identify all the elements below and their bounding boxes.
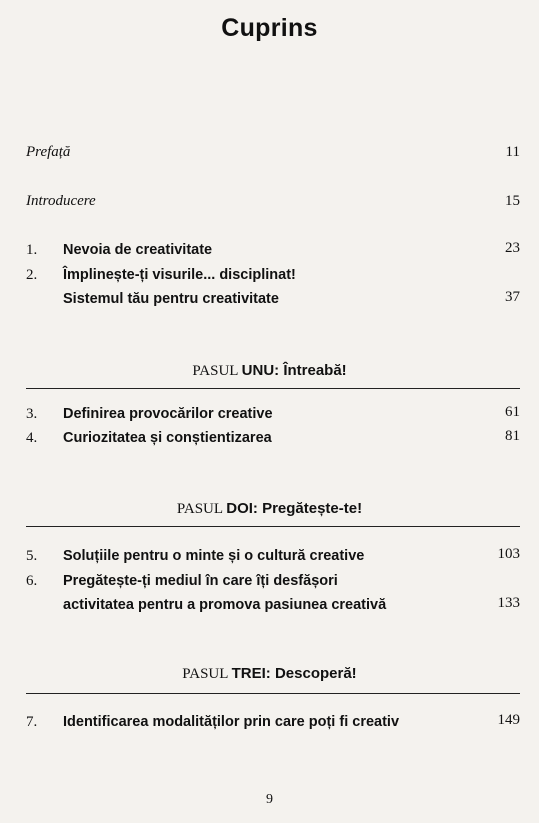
chapter-number: 4. — [26, 430, 38, 446]
step-prefix: PASUL — [176, 501, 223, 517]
chapter-page: 103 — [497, 546, 520, 562]
chapter-page: 81 — [505, 428, 520, 444]
step-name: UNU: Întreabă! — [241, 362, 347, 379]
chapter-title: Soluțiile pentru o minte și o cultură creative — [63, 548, 365, 564]
section-divider — [26, 526, 520, 527]
chapter-number: 1. — [26, 242, 38, 258]
chapter-page: 149 — [497, 712, 520, 728]
chapter-title: Nevoia de creativitate — [63, 242, 213, 258]
chapter-number: 5. — [26, 548, 38, 564]
chapter-page: 23 — [505, 240, 520, 256]
toc-entry-introduction-page: 15 — [505, 193, 520, 209]
chapter-title-continued: Sistemul tău pentru creativitate — [63, 291, 279, 307]
step-prefix: PASUL — [192, 363, 238, 379]
chapter-title-continued: activitatea pentru a promova pasiunea creativă — [63, 597, 387, 613]
section-divider — [26, 693, 520, 694]
chapter-number: 7. — [26, 714, 38, 730]
step-heading-two — [0, 500, 539, 518]
chapter-page: 133 — [497, 595, 520, 611]
step-name: TREI: Descoperă! — [231, 665, 357, 682]
page-number: 9 — [266, 792, 273, 807]
section-divider — [26, 388, 520, 389]
chapter-title: Definirea provocărilor creative — [63, 406, 273, 422]
step-heading-one — [0, 362, 539, 380]
chapter-page: 37 — [505, 289, 520, 305]
toc-entry-introduction-label: Introducere — [26, 193, 96, 209]
chapter-title: Identificarea modalităților prin care poți fi creativ — [63, 714, 400, 730]
chapter-page: 61 — [505, 404, 520, 420]
chapter-number: 3. — [26, 406, 38, 422]
chapter-number: 2. — [26, 267, 38, 283]
chapter-title: Pregătește-ți mediul în care îți desfășori — [63, 573, 338, 589]
toc-entry-preface-page: 11 — [505, 144, 520, 160]
toc-entry-preface-label: Prefață — [26, 144, 71, 160]
step-heading-three — [0, 665, 539, 683]
chapter-title: Curiozitatea și conștientizarea — [63, 430, 272, 446]
chapter-title: Împlinește-ți visurile... disciplinat! — [63, 267, 296, 283]
page-title: Cuprins — [221, 14, 318, 42]
chapter-number: 6. — [26, 573, 38, 589]
step-name: DOI: Pregătește-te! — [226, 500, 363, 517]
step-prefix: PASUL — [182, 666, 228, 682]
